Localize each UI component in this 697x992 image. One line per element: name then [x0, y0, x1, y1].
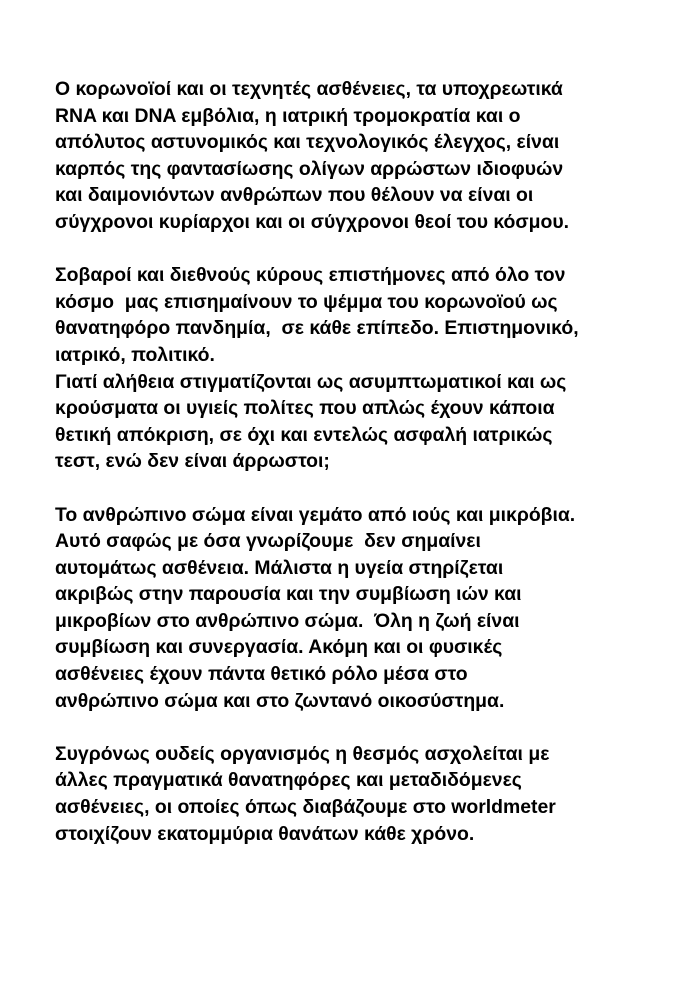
- text-line: ασθένειες, οι οποίες όπως διαβάζουμε στο worldmeter: [55, 796, 556, 819]
- text-line: θετική απόκριση, σε όχι και εντελώς ασφαλή ιατρικώς: [55, 423, 553, 446]
- text-line: αυτομάτως ασθένεια. Μάλιστα η υγεία στηρίζεται: [55, 556, 504, 579]
- text-line: Συγρόνως ουδείς οργανισμός η θεσμός ασχολείται με: [55, 742, 550, 765]
- text-line: κρούσματα οι υγιείς πολίτες που απλώς έχουν κάποια: [55, 397, 555, 420]
- text-line: στοιχίζουν εκατομμύρια θανάτων κάθε χρόνο.: [55, 822, 475, 845]
- paragraph-5: [55, 741, 675, 847]
- text-line: σύγχρονοι κυρίαρχοι και οι σύγχρονοι θεοί του κόσμου.: [55, 210, 570, 233]
- text-line: ακριβώς στην παρουσία και την συμβίωση ιών και: [55, 583, 522, 606]
- text-line: ιατρικό, πολιτικό.: [55, 343, 215, 366]
- text-line: μικροβίων στο ανθρώπινο σώμα. Όλη η ζωή είναι: [55, 609, 520, 632]
- text-line: και δαιμονιόντων ανθρώπων που θέλουν να είναι οι: [55, 184, 534, 207]
- paragraph-1: [55, 76, 675, 236]
- text-line: θανατηφόρο πανδημία, σε κάθε επίπεδο. Επιστημονικό,: [55, 317, 579, 340]
- text-line: κόσμο μας επισημαίνουν το ψέμμα του κορωνοϊού ως: [55, 290, 558, 313]
- text-line: τεστ, ενώ δεν είναι άρρωστοι;: [55, 450, 330, 473]
- text-line: Σοβαροί και διεθνούς κύρους επιστήμονες από όλο τον: [55, 264, 566, 287]
- text-line: Γιατί αλήθεια στιγματίζονται ως ασυμπτωματικοί και ως: [55, 370, 567, 393]
- text-line: συμβίωση και συνεργασία. Ακόμη και οι φυσικές: [55, 636, 503, 659]
- paragraph-4: [55, 502, 675, 715]
- document-text: [55, 76, 675, 847]
- paragraph-3: [55, 369, 675, 475]
- paragraph-2: [55, 262, 675, 368]
- text-line: Αυτό σαφώς με όσα γνωρίζουμε δεν σημαίνει: [55, 530, 481, 553]
- text-line: Ο κορωνοϊοί και οι τεχνητές ασθένειες, τα υποχρεωτικά: [55, 78, 563, 100]
- text-line: ανθρώπινο σώμα και στο ζωντανό οικοσύστημα.: [55, 689, 505, 712]
- text-line: άλλες πραγματικά θανατηφόρες και μεταδιδόμενες: [55, 769, 522, 792]
- text-line: καρπός της φαντασίωσης ολίγων αρρώστων ιδιοφυών: [55, 157, 564, 180]
- text-line: ασθένειες έχουν πάντα θετικό ρόλο μέσα στο: [55, 663, 468, 686]
- text-line: απόλυτος αστυνομικός και τεχνολογικός έλεγχος, είναι: [55, 131, 560, 154]
- text-line: RNA και DNA εμβόλια, η ιατρική τρομοκρατία και ο: [55, 104, 521, 127]
- text-line: Το ανθρώπινο σώμα είναι γεμάτο από ιούς και μικρόβια.: [55, 503, 576, 526]
